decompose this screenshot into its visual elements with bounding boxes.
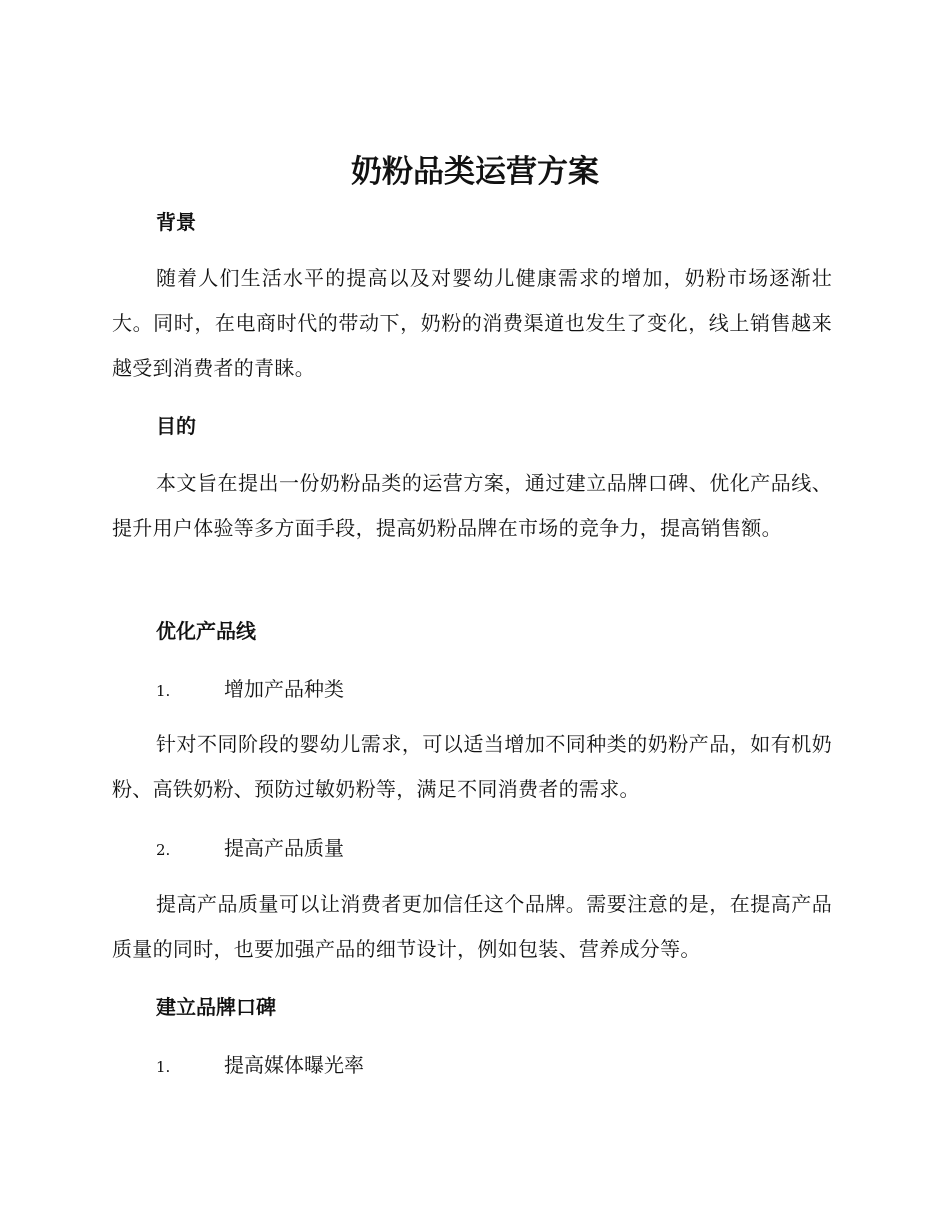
list-item-media-exposure (156, 1051, 364, 1081)
list-item-label: 提高媒体曝光率 (224, 1053, 364, 1077)
list-item-add-product-types (156, 675, 344, 705)
list-item-improve-quality (156, 834, 344, 864)
list-item-label: 提高产品质量 (224, 836, 344, 860)
list-number: 1. (156, 1058, 171, 1076)
section-heading-brand-reputation: 建立品牌口碑 (156, 995, 276, 1019)
section-heading-purpose: 目的 (156, 414, 196, 438)
add-product-types-paragraph: 针对不同阶段的婴幼儿需求，可以适当增加不同种类的奶粉产品，如有机奶粉、高铁奶粉、预防过敏奶粉等，满足不同消费者的需求。 (112, 732, 832, 801)
section-heading-background: 背景 (156, 210, 196, 234)
list-number: 2. (156, 841, 171, 859)
list-number: 1. (156, 682, 171, 700)
list-item-label: 增加产品种类 (224, 677, 344, 701)
background-paragraph: 随着人们生活水平的提高以及对婴幼儿健康需求的增加，奶粉市场逐渐壮大。同时，在电商时代的带动下，奶粉的消费渠道也发生了变化，线上销售越来越受到消费者的青睐。 (112, 266, 832, 380)
section-heading-product-line: 优化产品线 (156, 619, 256, 643)
purpose-paragraph: 本文旨在提出一份奶粉品类的运营方案，通过建立品牌口碑、优化产品线、提升用户体验等多方面手段，提高奶粉品牌在市场的竞争力，提高销售额。 (112, 471, 832, 540)
document-title: 奶粉品类运营方案 (351, 154, 599, 190)
improve-quality-paragraph: 提高产品质量可以让消费者更加信任这个品牌。需要注意的是，在提高产品质量的同时，也要加强产品的细节设计，例如包装、营养成分等。 (112, 892, 832, 961)
